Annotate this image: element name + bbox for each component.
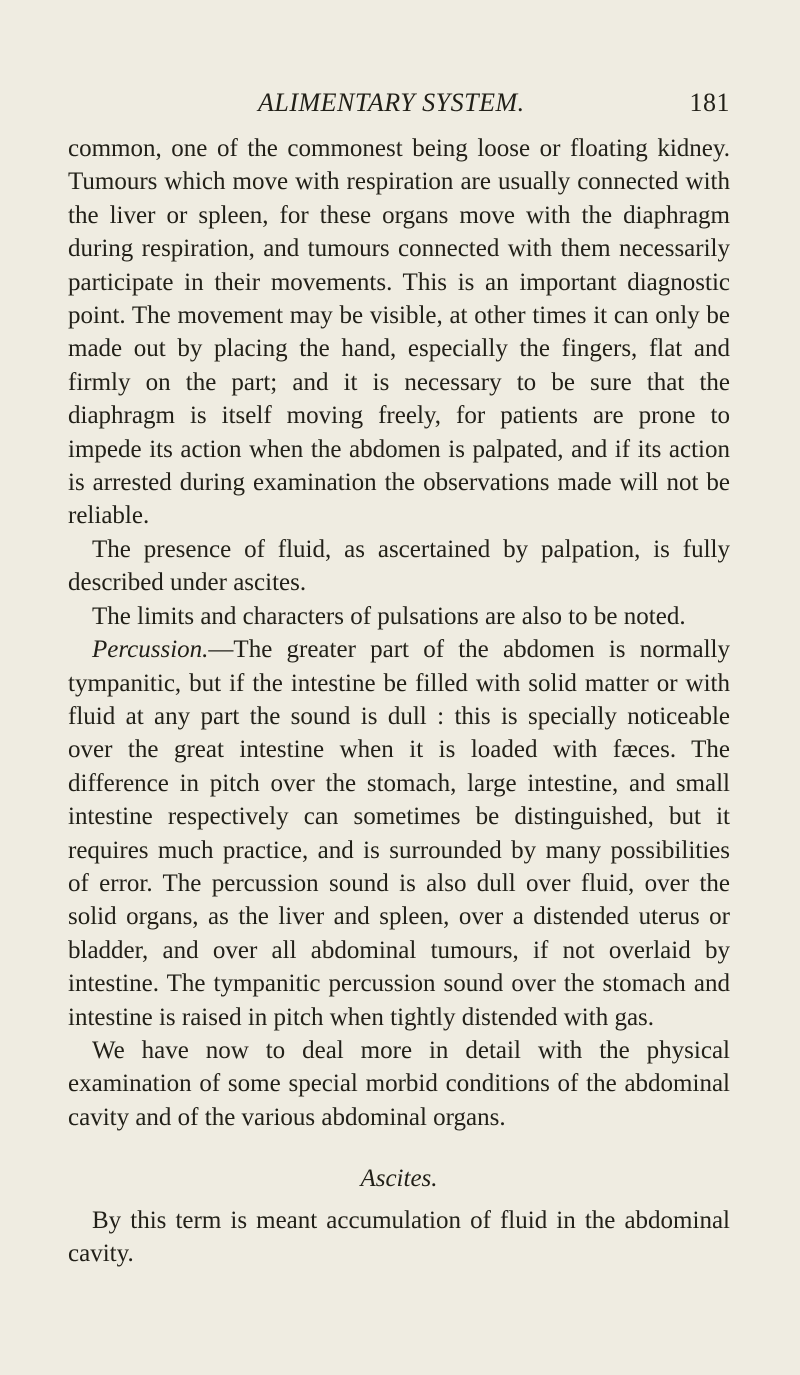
paragraph: [68, 132, 730, 533]
running-head: ALIMENTARY SYSTEM.: [258, 88, 525, 117]
section-heading: Ascites.: [360, 1165, 438, 1193]
paragraph: [68, 1034, 730, 1134]
paragraph-text: —The greater part of the abdomen is normally tympanitic, but if the intestine be filled with solid matter or with fluid at any part the sound is dull : this is specially noticeable over the great intestine when it is loaded with fæces. The difference in pitch over the stomach, large intestine, and small intestine respectively can sometimes be distinguished, but it requires much practice, and is surrounded by many possibilities of error. The percussion sound is also dull over fluid, over the solid organs, as the liver and spleen, over a distended uterus or bladder, and over all abdominal tumours, if not overlaid by intestine. The tympanitic percussion sound over the stomach and intestine is raised in pitch when tightly distended with gas.: [68, 636, 730, 1031]
run-in-heading: Percussion.: [92, 636, 209, 664]
paragraph: [68, 600, 730, 633]
paragraph-text: By this term is meant accumulation of fluid in the abdominal cavity.: [68, 1206, 730, 1267]
page-number: 181: [689, 88, 730, 117]
paragraph: [68, 533, 730, 600]
paragraph-text: common, one of the commonest being loose or floating kidney. Tumours which move with respiration are usually connected with the liver or spleen, for these organs move with the diaphragm during respiration, and tumours connected with them necessarily participate in their movements. This is an important diagnostic point. The movement may be visible, at other times it can only be made out by placing the hand, especially the fingers, flat and firmly on the part; and it is necessary to be sure that the diaphragm is itself moving freely, for patients are prone to impede its action when the abdomen is palpated, and if its action is arrested during examination the observations made will not be reliable.: [68, 135, 730, 530]
paragraph: [68, 1204, 730, 1271]
page-body: [68, 132, 730, 1270]
paragraph-text: We have now to deal more in detail with the physical examination of some special morbid conditions of the abdominal cavity and of the various abdominal organs.: [68, 1036, 730, 1131]
paragraph: [68, 633, 730, 1034]
page-header: [68, 88, 730, 132]
paragraph-text: The limits and characters of pulsations are also to be noted.: [92, 602, 686, 630]
paragraph-text: The presence of fluid, as ascertained by palpation, is fully described under ascites.: [68, 535, 730, 597]
